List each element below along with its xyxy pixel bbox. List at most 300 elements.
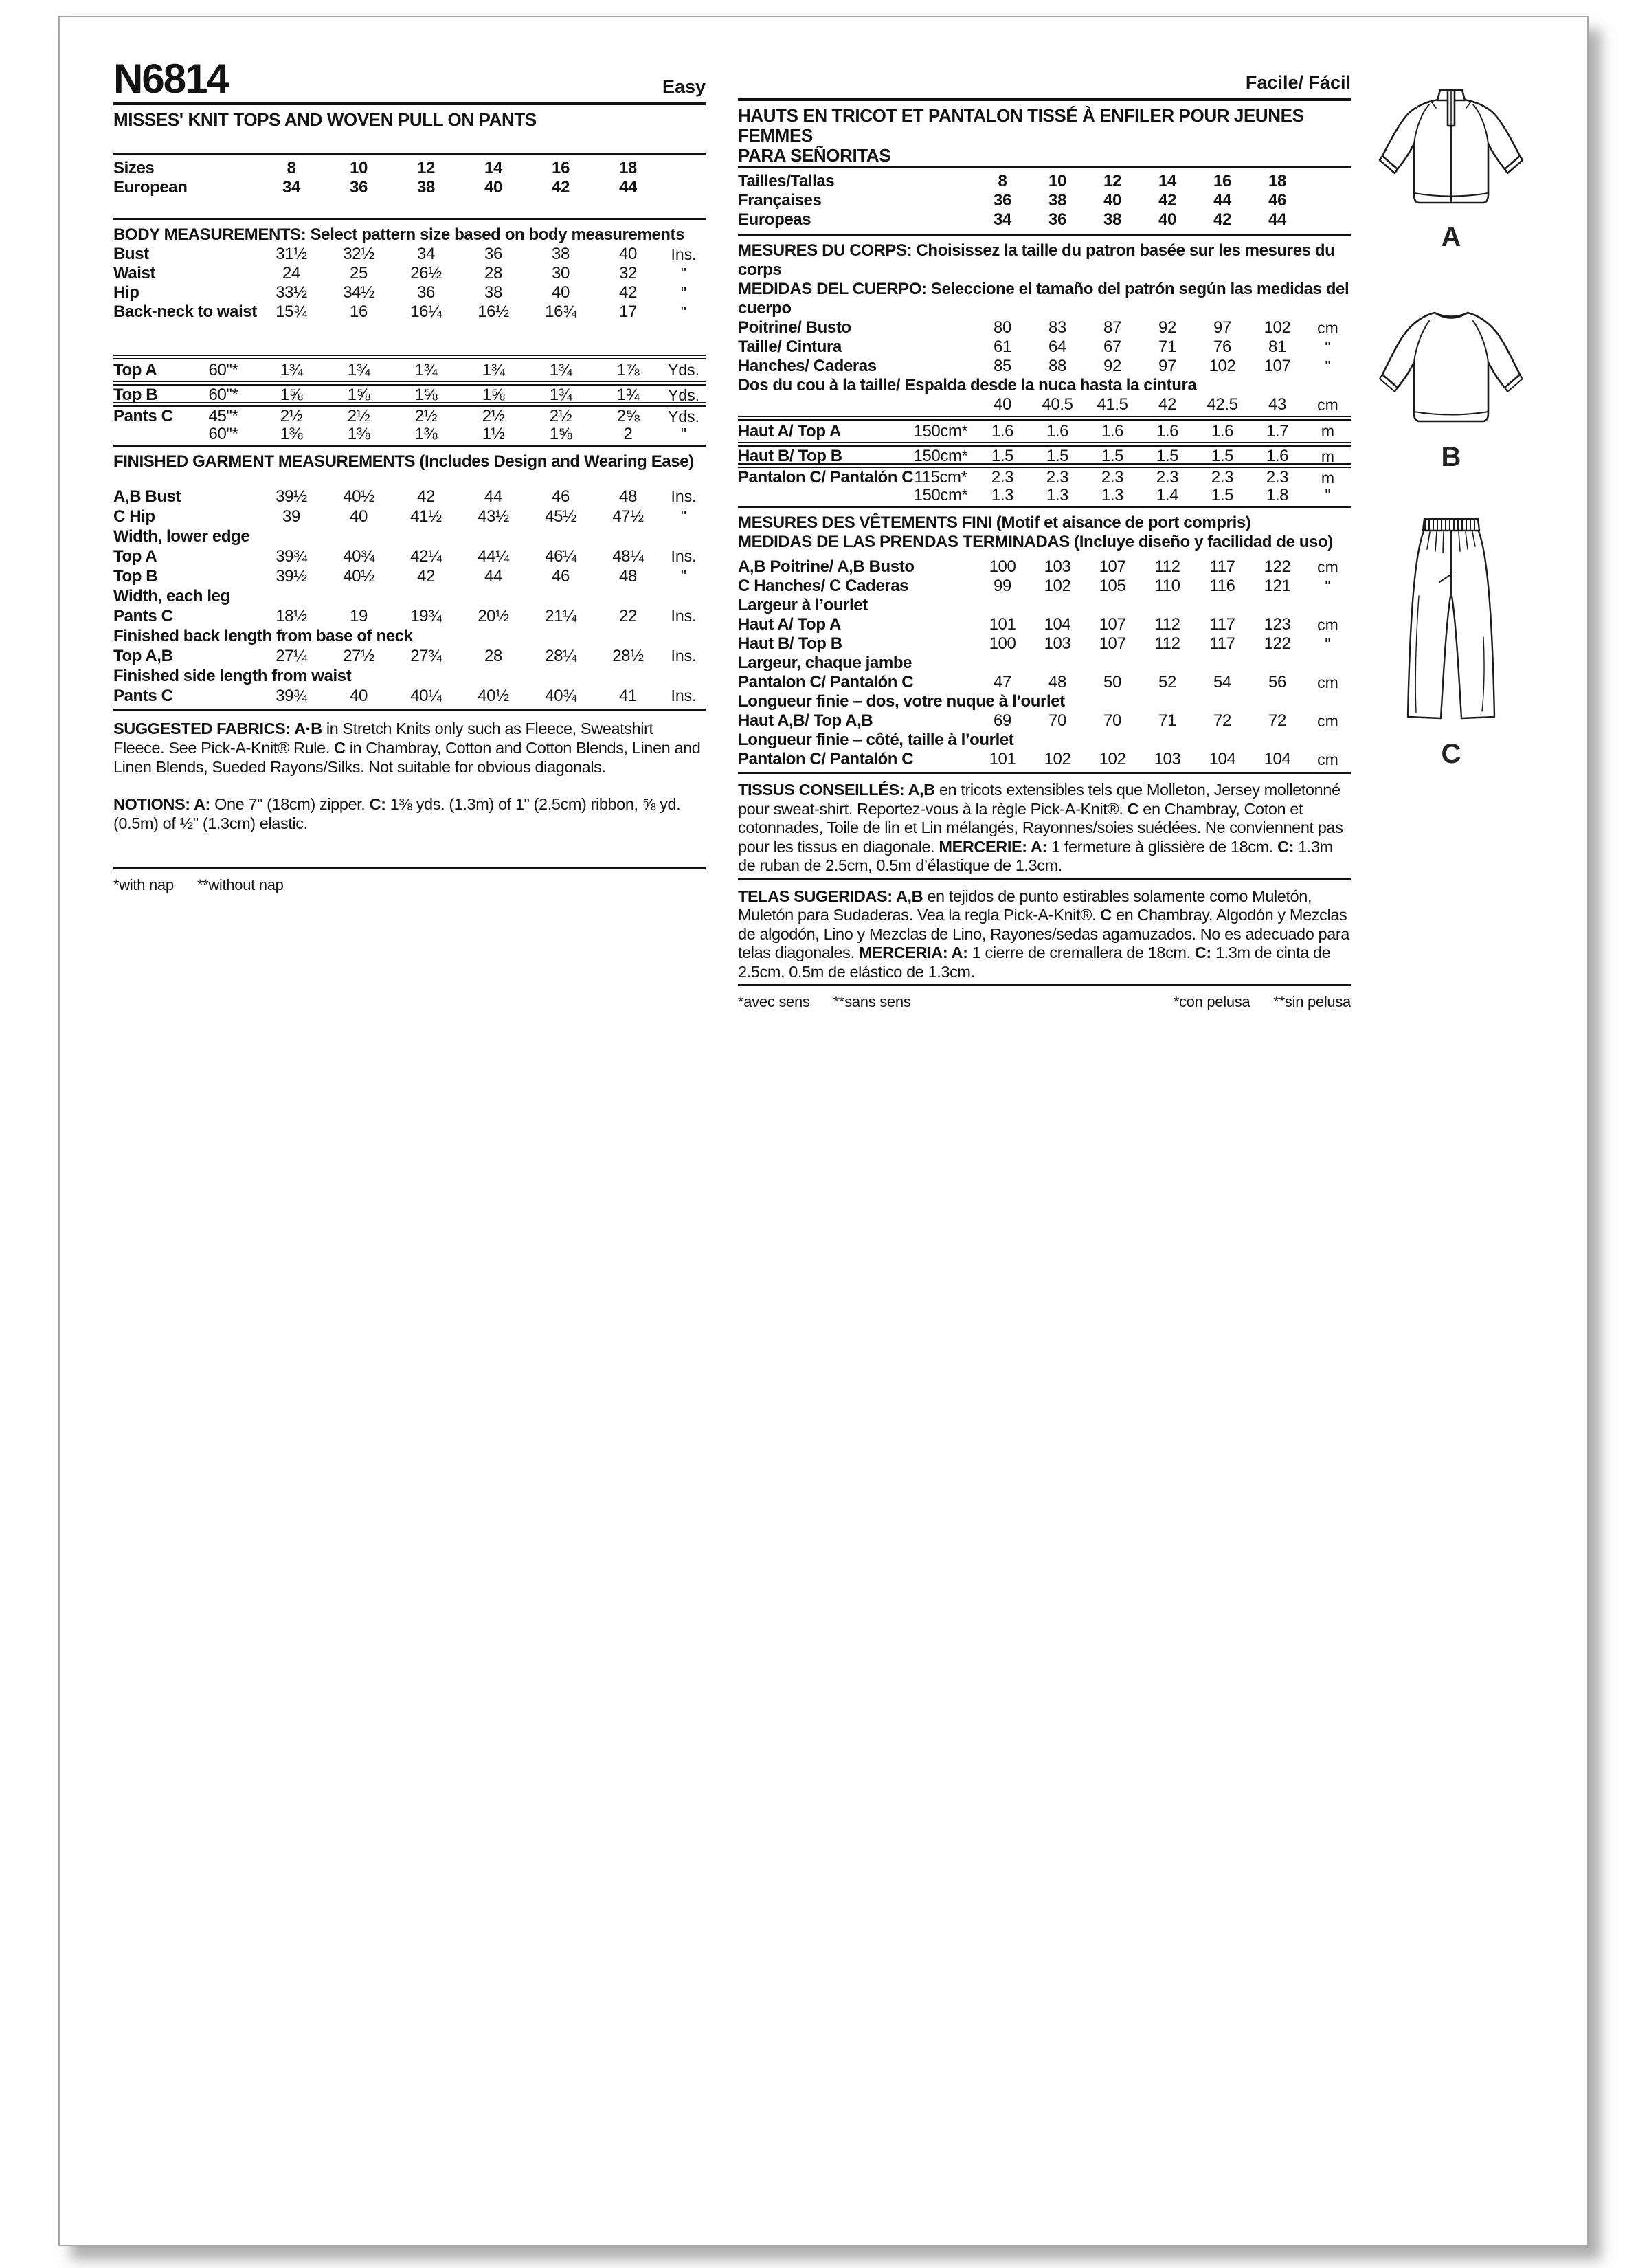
tissus-telas-divider	[738, 878, 1351, 880]
size-value: 110	[1154, 577, 1180, 595]
size-value: 1.3	[991, 485, 1014, 504]
text-segment: MERCERIA: A:	[858, 944, 968, 961]
table-row	[738, 172, 1351, 191]
row-label: Haut A,B/ Top A,B	[738, 711, 873, 730]
table-row	[738, 577, 1351, 596]
yardage-table-en	[113, 355, 706, 447]
size-value: 2½	[347, 407, 370, 425]
text-segment: en Chambray, Coton et cotonnades, Toile de lin et Lin mélangés, Rayonnes/soies suédées. Ne conviennent pas pour les tissus en diagonale.	[738, 799, 1343, 856]
size-value: 1.6	[1046, 421, 1069, 441]
size-value: 39¾	[276, 546, 307, 566]
size-value: 42.5	[1207, 395, 1238, 414]
size-value: 2.3	[991, 468, 1014, 487]
table-row	[113, 423, 706, 445]
notions-paragraph	[113, 794, 706, 833]
row-label: Pants C	[113, 686, 173, 705]
text-segment: C	[1100, 906, 1112, 924]
text-segment: en tricots extensibles tels que Molleton, Jersey molletonné pour sweat-shirt. Reportez-vous à la règle Pick-A-Knit®.	[738, 781, 1340, 818]
finished-measurements-fr	[738, 513, 1351, 774]
size-value: 1.6	[1101, 421, 1124, 441]
row-label: C Hip	[113, 507, 155, 526]
row-label: Tailles/Tallas	[738, 172, 835, 190]
text-segment: C:	[369, 795, 386, 813]
size-value: 52	[1158, 673, 1176, 691]
size-value: 105	[1099, 577, 1126, 595]
size-value: 16¾	[545, 302, 576, 321]
size-value: 14	[484, 159, 502, 177]
row-label: Top B	[113, 386, 158, 404]
size-value: 18	[619, 159, 637, 177]
size-value: 24	[282, 264, 300, 282]
size-value: 107	[1099, 615, 1126, 634]
size-value: 70	[1048, 711, 1066, 730]
size-value: 30	[552, 264, 570, 282]
size-value: 104	[1264, 750, 1291, 768]
size-value: 117	[1209, 615, 1235, 634]
size-value: 40¼	[410, 686, 442, 705]
size-value: 18½	[276, 606, 307, 625]
size-value: 122	[1264, 557, 1291, 576]
table-row	[738, 421, 1351, 442]
size-value: 40	[1158, 210, 1176, 229]
text-segment: TELAS SUGERIDAS: A,B	[738, 887, 923, 905]
size-value: 46	[552, 487, 570, 506]
footnote-with-nap: *with nap	[113, 876, 174, 893]
row-label: Poitrine/ Busto	[738, 318, 851, 337]
yardage-table-fr	[738, 416, 1351, 508]
size-value: 42	[1158, 395, 1176, 414]
garment-title-fr: HAUTS EN TRICOT ET PANTALON TISSÉ À ENFILER POUR JEUNES FEMMES	[738, 105, 1304, 146]
telas-paragraph	[738, 887, 1351, 982]
size-value: 123	[1264, 615, 1291, 634]
size-value: 121	[1264, 577, 1291, 595]
size-value: 31½	[276, 245, 307, 263]
unit-label: "	[680, 425, 687, 443]
size-value: 1½	[482, 424, 505, 443]
size-value: 2½	[280, 407, 303, 425]
row-label: Back-neck to waist	[113, 302, 257, 321]
column-english	[113, 58, 706, 894]
table-row	[113, 686, 706, 706]
unit-label: "	[680, 567, 687, 585]
row-span-label: Width, each leg	[113, 586, 230, 605]
body-measurements-table-en	[113, 245, 706, 322]
garment-label-b: B	[1441, 442, 1461, 472]
table-row	[113, 626, 706, 646]
fabric-width: 150cm*	[913, 447, 968, 465]
header-french	[738, 58, 1351, 101]
footnotes-en	[113, 869, 706, 894]
row-span-label: Largeur, chaque jambe	[738, 654, 912, 672]
finished-heading-es: MEDIDAS DE LAS PRENDAS TERMINADAS (Incluye diseño y facilidad de uso)	[738, 533, 1333, 551]
size-value: 46	[1268, 191, 1286, 210]
unit-label: "	[680, 283, 687, 302]
size-value: 103	[1044, 634, 1071, 653]
row-label: Sizes	[113, 159, 155, 177]
table-row	[738, 615, 1351, 634]
footnote-avec-sens: *avec sens	[738, 993, 810, 1010]
size-value: 2.3	[1046, 468, 1069, 487]
unit-label: "	[1325, 337, 1331, 356]
size-value: 2½	[414, 407, 438, 425]
size-value: 107	[1264, 357, 1291, 375]
size-value: 72	[1268, 711, 1286, 730]
row-label: Bust	[113, 245, 149, 263]
size-value: 15¾	[276, 302, 307, 321]
table-row	[113, 159, 706, 178]
size-value: 27¾	[410, 646, 442, 665]
size-value: 103	[1044, 557, 1071, 576]
size-value: 1⅜	[414, 424, 438, 443]
table-row	[738, 463, 1351, 485]
size-value: 10	[1048, 172, 1066, 190]
body-measurements-heading-en: BODY MEASUREMENTS: Select pattern size based on body measurements	[113, 225, 685, 244]
table-row	[113, 646, 706, 666]
size-value: 44¼	[478, 546, 509, 566]
unit-label: Yds.	[667, 361, 700, 379]
text-segment: TISSUS CONSEILLÉS: A,B	[738, 781, 935, 799]
sizes-table-en	[113, 153, 706, 220]
size-value: 1¾	[549, 360, 572, 379]
text-segment: in Chambray, Cotton and Cotton Blends, Linen and Linen Blends, Sueded Rayons/Silks. Not suitable for obvious diagonals.	[113, 739, 701, 776]
size-value: 40	[619, 245, 637, 263]
size-value: 38	[1048, 191, 1066, 210]
unit-label: Ins.	[671, 487, 697, 505]
row-label: Hip	[113, 283, 139, 302]
size-value: 117	[1209, 634, 1235, 653]
size-value: 1⅞	[616, 360, 640, 379]
size-value: 34	[994, 210, 1011, 229]
unit-label: cm	[1317, 318, 1338, 337]
size-value: 112	[1154, 615, 1180, 634]
size-value: 1.5	[991, 447, 1014, 465]
finished-measurements-en	[113, 452, 706, 711]
table-row	[738, 357, 1351, 376]
row-label: Waist	[113, 264, 156, 282]
size-value: 32½	[343, 245, 374, 263]
unit-label: Ins.	[671, 687, 697, 704]
row-span-label: Width, lower edge	[113, 526, 250, 546]
size-value: 1.6	[1211, 421, 1234, 441]
size-value: 1⅝	[482, 386, 505, 404]
garment-view-c	[1365, 513, 1537, 770]
size-value: 1⅝	[347, 386, 370, 404]
size-value: 92	[1103, 357, 1121, 375]
size-value: 26½	[410, 264, 442, 282]
size-value: 54	[1213, 673, 1231, 691]
size-value: 28	[484, 264, 502, 282]
unit-label: "	[1325, 486, 1331, 504]
size-value: 72	[1213, 711, 1231, 730]
body-measurements-en	[113, 225, 706, 322]
size-value: 38	[484, 283, 502, 302]
table-row	[113, 606, 706, 626]
size-value: 1.6	[1156, 421, 1179, 441]
size-value: 99	[994, 577, 1011, 595]
size-value: 69	[994, 711, 1011, 730]
size-value: 47½	[612, 507, 644, 526]
pattern-instruction-sheet	[58, 16, 1589, 2246]
size-value: 122	[1264, 634, 1291, 653]
size-value: 102	[1209, 357, 1236, 375]
size-value: 28½	[612, 646, 644, 665]
size-value: 28¼	[545, 646, 576, 665]
row-label: Haut B/ Top B	[738, 447, 842, 465]
unit-label: "	[1325, 577, 1331, 595]
body-measurements-heading-es: MEDIDAS DEL CUERPO: Seleccione el tamaño del patrón según las medidas del cuerpo	[738, 280, 1349, 318]
size-value: 1.6	[991, 421, 1014, 441]
size-value: 42¼	[410, 546, 442, 566]
garment-title-es: PARA SEÑORITAS	[738, 145, 891, 166]
table-row	[738, 692, 1351, 711]
unit-label: Ins.	[671, 547, 697, 565]
size-value: 40¾	[545, 686, 576, 705]
size-value: 61	[994, 337, 1011, 356]
table-row	[738, 634, 1351, 654]
row-label: Pantalon C/ Pantalón C	[738, 673, 914, 691]
size-value: 92	[1158, 318, 1176, 337]
size-value: 41	[619, 686, 637, 705]
finished-table-fr	[738, 557, 1351, 774]
table-row	[738, 395, 1351, 414]
unit-label: "	[680, 507, 687, 525]
table-row	[738, 376, 1351, 395]
row-label: Pantalon C/ Pantalón C	[738, 750, 914, 768]
size-value: 36	[484, 245, 502, 263]
size-value: 104	[1044, 615, 1071, 634]
size-value: 1.5	[1101, 447, 1124, 465]
size-value: 25	[350, 264, 368, 282]
unit-label: "	[680, 302, 687, 321]
size-value: 40½	[343, 566, 374, 586]
size-value: 10	[350, 159, 368, 177]
size-value: 112	[1154, 557, 1180, 576]
size-value: 40	[350, 507, 368, 526]
size-value: 42	[552, 178, 570, 197]
size-value: 48	[619, 487, 637, 506]
text-segment: MERCERIE: A:	[939, 837, 1047, 856]
finished-heading-fr: MESURES DES VÊTEMENTS FINI (Motif et aisance de port compris)	[738, 513, 1251, 532]
unit-label: "	[1325, 357, 1331, 375]
table-row	[113, 302, 706, 322]
row-label: Top A	[113, 546, 157, 566]
table-row	[738, 557, 1351, 577]
body-measurements-heading-fr: MESURES DU CORPS: Choisissez la taille du patron basée sur les mesures du corps	[738, 241, 1335, 279]
table-row	[113, 402, 706, 423]
size-value: 40	[350, 686, 368, 705]
table-row	[113, 245, 706, 264]
footnotes-fr	[738, 986, 1351, 1011]
size-value: 103	[1154, 750, 1181, 768]
row-span-label: Finished back length from base of neck	[113, 626, 413, 645]
size-value: 2⅝	[616, 407, 640, 425]
size-value: 1.3	[1101, 485, 1124, 504]
size-value: 47	[994, 673, 1011, 691]
unit-label: Yds.	[667, 407, 700, 425]
suggested-fabrics-paragraph	[113, 719, 706, 777]
size-value: 1⅝	[280, 386, 303, 404]
footnote-sans-sens: **sans sens	[833, 993, 911, 1010]
size-value: 32	[619, 264, 637, 282]
header-english	[113, 58, 706, 105]
unit-label: cm	[1317, 711, 1338, 730]
footnote-without-nap: **without nap	[197, 876, 284, 893]
size-value: 12	[417, 159, 435, 177]
table-row	[113, 178, 706, 197]
table-row	[113, 666, 706, 686]
size-value: 17	[619, 302, 637, 321]
unit-label: m	[1321, 447, 1335, 465]
text-segment: 1⅜ yds. (1.3m) of 1" (2.5cm) ribbon, ⅝ yd. (0.5m) of ½" (1.3cm) elastic.	[113, 795, 681, 832]
size-value: 20½	[478, 606, 509, 625]
fabric-width: 150cm*	[913, 421, 968, 441]
size-value: 8	[287, 159, 296, 177]
size-value: 85	[994, 357, 1011, 375]
size-value: 46¼	[545, 546, 576, 566]
unit-label: cm	[1317, 673, 1338, 691]
size-value: 40	[994, 395, 1011, 414]
size-value: 40.5	[1042, 395, 1073, 414]
size-value: 83	[1048, 318, 1066, 337]
row-label: C Hanches/ C Caderas	[738, 577, 909, 595]
garment-label-c: C	[1441, 739, 1461, 769]
size-value: 2½	[549, 407, 572, 425]
size-value: 16½	[478, 302, 509, 321]
row-label: Pantalon C/ Pantalón C	[738, 468, 914, 487]
text-segment: SUGGESTED FABRICS: A·B	[113, 720, 322, 737]
size-value: 14	[1158, 172, 1176, 190]
tissus-paragraph	[738, 781, 1351, 876]
size-value: 36	[350, 178, 368, 197]
size-value: 19	[350, 606, 368, 625]
row-label: Top B	[113, 566, 158, 586]
size-value: 1¾	[616, 386, 640, 404]
garment-label-a: A	[1441, 222, 1461, 252]
size-value: 87	[1103, 318, 1121, 337]
size-value: 1.3	[1046, 485, 1069, 504]
size-value: 101	[989, 750, 1016, 768]
size-value: 36	[994, 191, 1011, 210]
footnote-con-pelusa: *con pelusa	[1173, 993, 1250, 1010]
text-segment: in Stretch Knits only such as Fleece, Sweatshirt Fleece. See Pick-A-Knit® Rule.	[113, 720, 653, 757]
size-value: 27¼	[276, 646, 307, 665]
unit-label: m	[1321, 422, 1335, 440]
fabric-width: 115cm*	[914, 468, 967, 487]
size-value: 67	[1103, 337, 1121, 356]
unit-label: cm	[1317, 615, 1338, 634]
size-value: 116	[1209, 577, 1235, 595]
text-segment: NOTIONS: A:	[113, 795, 210, 813]
size-value: 44	[484, 566, 502, 586]
row-span-label: Largeur à l’ourlet	[738, 596, 868, 614]
footnote-sin-pelusa: **sin pelusa	[1273, 993, 1351, 1010]
size-value: 16	[1213, 172, 1231, 190]
size-value: 1⅜	[280, 424, 303, 443]
row-label: Europeas	[738, 210, 811, 229]
unit-label: "	[1325, 634, 1331, 653]
size-value: 19¾	[410, 606, 442, 625]
size-value: 2.3	[1156, 468, 1179, 487]
size-value: 34½	[343, 283, 374, 302]
size-value: 27½	[343, 646, 374, 665]
column-french-spanish	[738, 58, 1351, 1011]
size-value: 97	[1158, 357, 1176, 375]
size-value: 36	[1048, 210, 1066, 229]
size-value: 50	[1103, 673, 1121, 691]
size-value: 102	[1099, 750, 1126, 768]
row-label: A,B Poitrine/ A,B Busto	[738, 557, 915, 576]
row-label: Haut A/ Top A	[738, 615, 841, 634]
top-b-line-art	[1369, 304, 1534, 435]
size-value: 2.3	[1101, 468, 1124, 487]
size-value: 102	[1264, 318, 1291, 337]
size-value: 44	[484, 487, 502, 506]
size-value: 76	[1213, 337, 1231, 356]
table-row	[113, 359, 706, 381]
size-value: 88	[1048, 357, 1066, 375]
table-row	[738, 596, 1351, 615]
size-value: 44	[619, 178, 637, 197]
size-value: 16¼	[410, 302, 442, 321]
size-value: 43½	[478, 507, 509, 526]
table-row	[113, 381, 706, 402]
sizes-table-fr	[738, 166, 1351, 236]
size-value: 71	[1158, 711, 1176, 730]
size-value: 1.4	[1156, 485, 1179, 504]
row-label: Hanches/ Caderas	[738, 357, 877, 375]
row-label: Top A	[113, 360, 157, 379]
text-segment: 1.3m de cinta de 2.5cm, 0.5m de elástico de 1.3cm.	[738, 944, 1331, 981]
size-value: 28	[484, 646, 502, 665]
text-segment: en Chambray, Algodón y Mezclas de algodón, Lino y Mezclas de Lino, Rayones/sedas agamuzados. No es adecuado para telas diagonales.	[738, 906, 1349, 961]
row-span-label: Longueur finie – côté, taille à l’ourlet	[738, 731, 1014, 749]
size-value: 1¾	[347, 360, 370, 379]
size-value: 34	[282, 178, 300, 197]
size-value: 40	[552, 283, 570, 302]
size-value: 39½	[276, 487, 307, 506]
row-label: Haut B/ Top B	[738, 634, 842, 653]
size-value: 80	[994, 318, 1011, 337]
size-value: 43	[1268, 395, 1286, 414]
pattern-number: N6814	[113, 56, 228, 102]
size-value: 48	[1048, 673, 1066, 691]
size-value: 41½	[410, 507, 442, 526]
unit-label: Ins.	[671, 245, 697, 263]
row-label: European	[113, 178, 188, 197]
row-label: Françaises	[738, 191, 822, 210]
size-value: 40½	[343, 487, 374, 506]
difficulty-label-en: Easy	[662, 76, 706, 97]
row-label: Taille/ Cintura	[738, 337, 842, 356]
size-value: 39½	[276, 566, 307, 586]
size-value: 42	[1158, 191, 1176, 210]
size-value: 2	[623, 424, 633, 443]
size-value: 40	[1103, 191, 1121, 210]
size-value: 48	[619, 566, 637, 586]
size-value: 18	[1268, 172, 1286, 190]
size-value: 42	[619, 283, 637, 302]
size-value: 1¾	[414, 360, 438, 379]
size-value: 46	[552, 566, 570, 586]
table-row	[113, 566, 706, 586]
fabric-width: 60"*	[208, 360, 238, 379]
unit-label: Yds.	[667, 386, 700, 404]
size-value: 1.8	[1266, 485, 1289, 504]
size-value: 2.3	[1266, 468, 1289, 487]
row-label: A,B Bust	[113, 487, 181, 506]
garment-view-b	[1365, 304, 1537, 473]
table-row	[738, 711, 1351, 731]
